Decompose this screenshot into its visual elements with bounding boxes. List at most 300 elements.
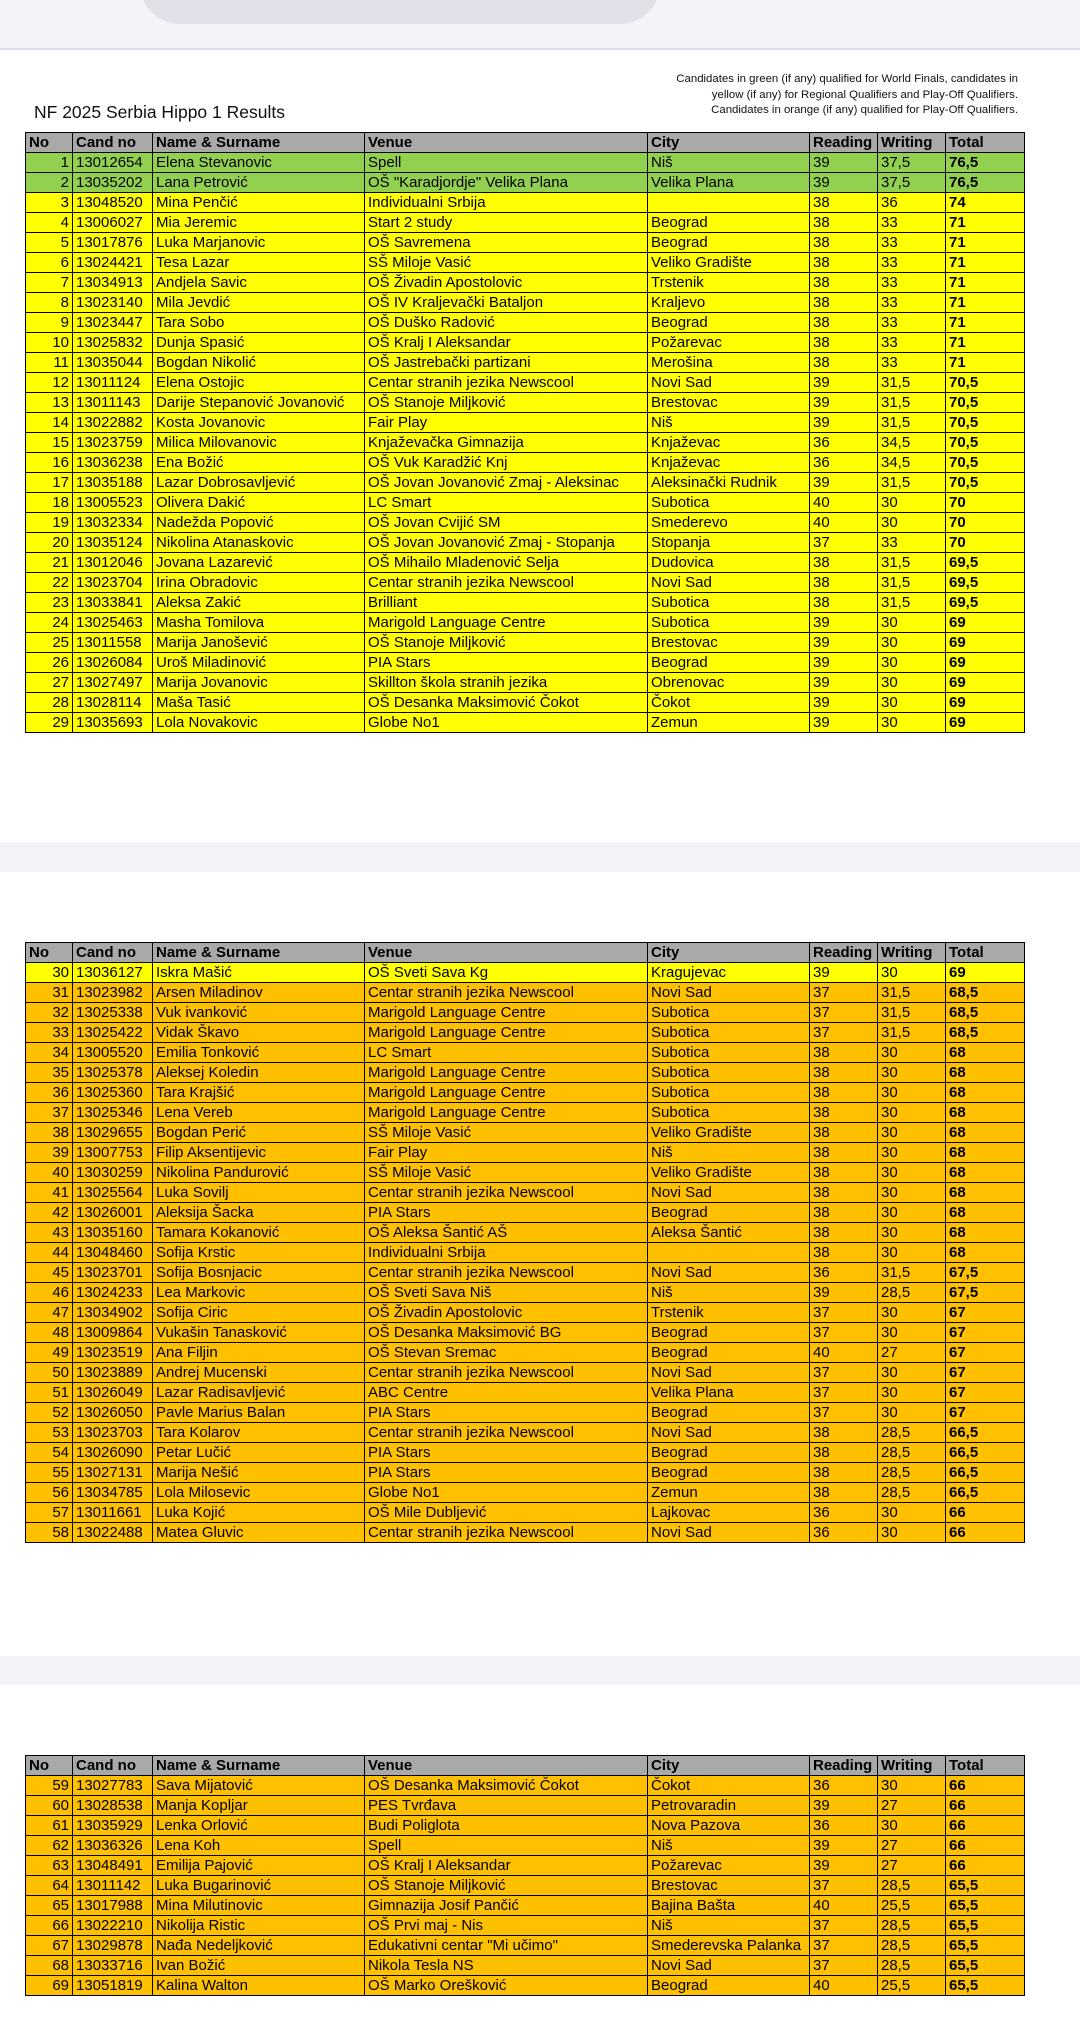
row-number-cell: 35 [26, 1063, 73, 1083]
total-score-cell: 66 [946, 1796, 1025, 1816]
note-line: Candidates in orange (if any) qualified for Play-Off Qualifiers. [711, 104, 1018, 117]
candidate-number-cell: 13011124 [73, 373, 153, 393]
venue-cell: Fair Play [365, 413, 648, 433]
city-cell: Zemun [648, 1483, 810, 1503]
candidate-number-cell: 13017876 [73, 233, 153, 253]
column-header-writing-score: Writing [878, 133, 946, 153]
city-cell: Aleksa Šantić [648, 1223, 810, 1243]
candidate-name-cell: Maša Tasić [153, 693, 365, 713]
candidate-number-cell: 13028538 [73, 1796, 153, 1816]
column-header-candidate-number: Cand no [73, 133, 153, 153]
candidate-name-cell: Arsen Miladinov [153, 983, 365, 1003]
city-cell: Niš [648, 1836, 810, 1856]
candidate-name-cell: Lena Vereb [153, 1103, 365, 1123]
candidate-name-cell: Sava Mijatović [153, 1776, 365, 1796]
table-row [26, 1776, 1025, 1796]
writing-score-cell: 28,5 [878, 1423, 946, 1443]
writing-score-cell: 31,5 [878, 413, 946, 433]
candidate-number-cell: 13005523 [73, 493, 153, 513]
candidate-name-cell: Nikolina Atanaskovic [153, 533, 365, 553]
reading-score-cell: 38 [810, 1443, 878, 1463]
reading-score-cell: 39 [810, 653, 878, 673]
column-header-venue: Venue [365, 1756, 648, 1776]
table-row [26, 393, 1025, 413]
candidate-name-cell: Sofija Krstic [153, 1243, 365, 1263]
venue-cell: OŠ Živadin Apostolovic [365, 1303, 648, 1323]
column-header-venue: Venue [365, 133, 648, 153]
writing-score-cell: 33 [878, 313, 946, 333]
city-cell: Beograd [648, 233, 810, 253]
row-number-cell: 32 [26, 1003, 73, 1023]
table-row [26, 193, 1025, 213]
reading-score-cell: 37 [810, 1323, 878, 1343]
table-row [26, 1856, 1025, 1876]
candidate-number-cell: 13048491 [73, 1856, 153, 1876]
total-score-cell: 68 [946, 1103, 1025, 1123]
writing-score-cell: 30 [878, 1043, 946, 1063]
table-row [26, 1916, 1025, 1936]
reading-score-cell: 38 [810, 1483, 878, 1503]
city-cell: Subotica [648, 1003, 810, 1023]
column-header-total-score: Total [946, 133, 1025, 153]
table-row [26, 1363, 1025, 1383]
candidate-number-cell: 13026084 [73, 653, 153, 673]
venue-cell: OŠ Savremena [365, 233, 648, 253]
candidate-name-cell: Lena Koh [153, 1836, 365, 1856]
writing-score-cell: 30 [878, 1103, 946, 1123]
total-score-cell: 68 [946, 1063, 1025, 1083]
table-row [26, 613, 1025, 633]
writing-score-cell: 27 [878, 1856, 946, 1876]
candidate-number-cell: 13025463 [73, 613, 153, 633]
reading-score-cell: 38 [810, 273, 878, 293]
city-cell: Petrovaradin [648, 1796, 810, 1816]
document-page-1 [0, 48, 1080, 842]
candidate-name-cell: Tara Kolarov [153, 1423, 365, 1443]
writing-score-cell: 30 [878, 693, 946, 713]
row-number-cell: 47 [26, 1303, 73, 1323]
candidate-number-cell: 13025422 [73, 1023, 153, 1043]
total-score-cell: 69,5 [946, 593, 1025, 613]
table-row [26, 293, 1025, 313]
row-number-cell: 69 [26, 1976, 73, 1996]
row-number-cell: 65 [26, 1896, 73, 1916]
writing-score-cell: 27 [878, 1836, 946, 1856]
document-page-3 [0, 1685, 1080, 2027]
venue-cell: OŠ Stanoje Miljković [365, 633, 648, 653]
reading-score-cell: 38 [810, 253, 878, 273]
candidate-number-cell: 13033716 [73, 1956, 153, 1976]
table-row [26, 1956, 1025, 1976]
total-score-cell: 68 [946, 1043, 1025, 1063]
city-cell: Aleksinački Rudnik [648, 473, 810, 493]
writing-score-cell: 33 [878, 533, 946, 553]
candidate-name-cell: Sofija Bosnjacic [153, 1263, 365, 1283]
venue-cell: PIA Stars [365, 1463, 648, 1483]
table-row [26, 1263, 1025, 1283]
row-number-cell: 34 [26, 1043, 73, 1063]
table-row [26, 1183, 1025, 1203]
candidate-name-cell: Jovana Lazarević [153, 553, 365, 573]
writing-score-cell: 30 [878, 1223, 946, 1243]
candidate-number-cell: 13033841 [73, 593, 153, 613]
reading-score-cell: 38 [810, 1063, 878, 1083]
writing-score-cell: 28,5 [878, 1463, 946, 1483]
city-cell [648, 1243, 810, 1263]
total-score-cell: 71 [946, 353, 1025, 373]
writing-score-cell: 30 [878, 1143, 946, 1163]
candidate-name-cell: Emilia Tonković [153, 1043, 365, 1063]
candidate-number-cell: 13011661 [73, 1503, 153, 1523]
reading-score-cell: 38 [810, 573, 878, 593]
writing-score-cell: 31,5 [878, 553, 946, 573]
column-header-row-number: No [26, 1756, 73, 1776]
candidate-number-cell: 13007753 [73, 1143, 153, 1163]
venue-cell: OŠ Aleksa Šantić AŠ [365, 1223, 648, 1243]
row-number-cell: 4 [26, 213, 73, 233]
row-number-cell: 2 [26, 173, 73, 193]
total-score-cell: 68 [946, 1203, 1025, 1223]
candidate-name-cell: Bogdan Nikolić [153, 353, 365, 373]
reading-score-cell: 38 [810, 1043, 878, 1063]
writing-score-cell: 33 [878, 333, 946, 353]
candidate-name-cell: Marija Jovanovic [153, 673, 365, 693]
writing-score-cell: 30 [878, 1403, 946, 1423]
candidate-number-cell: 13023704 [73, 573, 153, 593]
total-score-cell: 74 [946, 193, 1025, 213]
row-number-cell: 28 [26, 693, 73, 713]
reading-score-cell: 38 [810, 353, 878, 373]
venue-cell: Marigold Language Centre [365, 1103, 648, 1123]
city-cell: Merošina [648, 353, 810, 373]
header-row [26, 1756, 1025, 1776]
total-score-cell: 71 [946, 233, 1025, 253]
table-row [26, 1343, 1025, 1363]
candidate-number-cell: 13022488 [73, 1523, 153, 1543]
reading-score-cell: 37 [810, 1403, 878, 1423]
candidate-number-cell: 13023982 [73, 983, 153, 1003]
total-score-cell: 69 [946, 693, 1025, 713]
city-cell: Subotica [648, 1023, 810, 1043]
total-score-cell: 65,5 [946, 1876, 1025, 1896]
venue-cell: Marigold Language Centre [365, 1003, 648, 1023]
writing-score-cell: 25,5 [878, 1976, 946, 1996]
row-number-cell: 43 [26, 1223, 73, 1243]
row-number-cell: 51 [26, 1383, 73, 1403]
row-number-cell: 48 [26, 1323, 73, 1343]
writing-score-cell: 27 [878, 1796, 946, 1816]
candidate-number-cell: 13036238 [73, 453, 153, 473]
city-cell: Novi Sad [648, 573, 810, 593]
table-row [26, 1936, 1025, 1956]
reading-score-cell: 39 [810, 1856, 878, 1876]
results-table [25, 1755, 1025, 1996]
candidate-name-cell: Dunja Spasić [153, 333, 365, 353]
total-score-cell: 66 [946, 1856, 1025, 1876]
total-score-cell: 70 [946, 493, 1025, 513]
city-cell: Čokot [648, 1776, 810, 1796]
candidate-name-cell: Filip Aksentijevic [153, 1143, 365, 1163]
city-cell: Velika Plana [648, 1383, 810, 1403]
candidate-number-cell: 13024233 [73, 1283, 153, 1303]
table-row [26, 1203, 1025, 1223]
writing-score-cell: 31,5 [878, 1023, 946, 1043]
city-cell: Novi Sad [648, 1183, 810, 1203]
venue-cell: Centar stranih jezika Newscool [365, 573, 648, 593]
venue-cell: Centar stranih jezika Newscool [365, 983, 648, 1003]
table-row [26, 1816, 1025, 1836]
row-number-cell: 14 [26, 413, 73, 433]
table-row [26, 273, 1025, 293]
venue-cell: Marigold Language Centre [365, 1083, 648, 1103]
reading-score-cell: 38 [810, 1223, 878, 1243]
venue-cell: Gimnazija Josif Pančić [365, 1896, 648, 1916]
candidate-number-cell: 13026050 [73, 1403, 153, 1423]
total-score-cell: 68 [946, 1123, 1025, 1143]
total-score-cell: 67 [946, 1343, 1025, 1363]
candidate-number-cell: 13026090 [73, 1443, 153, 1463]
venue-cell: Centar stranih jezika Newscool [365, 1183, 648, 1203]
reading-score-cell: 39 [810, 1283, 878, 1303]
row-number-cell: 10 [26, 333, 73, 353]
reading-score-cell: 38 [810, 213, 878, 233]
venue-cell: Marigold Language Centre [365, 1063, 648, 1083]
venue-cell: OŠ Živadin Apostolovic [365, 273, 648, 293]
row-number-cell: 7 [26, 273, 73, 293]
candidate-name-cell: Nađa Nedeljković [153, 1936, 365, 1956]
writing-score-cell: 31,5 [878, 593, 946, 613]
candidate-number-cell: 13029655 [73, 1123, 153, 1143]
row-number-cell: 21 [26, 553, 73, 573]
row-number-cell: 27 [26, 673, 73, 693]
reading-score-cell: 39 [810, 473, 878, 493]
candidate-name-cell: Olivera Dakić [153, 493, 365, 513]
row-number-cell: 40 [26, 1163, 73, 1183]
row-number-cell: 16 [26, 453, 73, 473]
table-row [26, 593, 1025, 613]
candidate-number-cell: 13035202 [73, 173, 153, 193]
table-row [26, 673, 1025, 693]
total-score-cell: 65,5 [946, 1976, 1025, 1996]
row-number-cell: 20 [26, 533, 73, 553]
candidate-name-cell: Lea Markovic [153, 1283, 365, 1303]
total-score-cell: 69 [946, 963, 1025, 983]
writing-score-cell: 30 [878, 673, 946, 693]
total-score-cell: 71 [946, 253, 1025, 273]
writing-score-cell: 30 [878, 1243, 946, 1263]
venue-cell: PIA Stars [365, 1203, 648, 1223]
reading-score-cell: 38 [810, 1203, 878, 1223]
row-number-cell: 17 [26, 473, 73, 493]
writing-score-cell: 30 [878, 1323, 946, 1343]
writing-score-cell: 30 [878, 1383, 946, 1403]
writing-score-cell: 30 [878, 1163, 946, 1183]
candidate-number-cell: 13027783 [73, 1776, 153, 1796]
city-cell: Niš [648, 413, 810, 433]
table-row [26, 1003, 1025, 1023]
table-row [26, 153, 1025, 173]
venue-cell: OŠ Jovan Jovanović Zmaj - Stopanja [365, 533, 648, 553]
reading-score-cell: 39 [810, 713, 878, 733]
row-number-cell: 49 [26, 1343, 73, 1363]
candidate-name-cell: Nadežda Popović [153, 513, 365, 533]
candidate-name-cell: Tara Krajšić [153, 1083, 365, 1103]
city-cell: Brestovac [648, 633, 810, 653]
candidate-name-cell: Lola Novakovic [153, 713, 365, 733]
candidate-number-cell: 13009864 [73, 1323, 153, 1343]
candidate-number-cell: 13012654 [73, 153, 153, 173]
table-row [26, 983, 1025, 1003]
reading-score-cell: 39 [810, 413, 878, 433]
candidate-number-cell: 13025564 [73, 1183, 153, 1203]
candidate-name-cell: Darije Stepanović Jovanović [153, 393, 365, 413]
writing-score-cell: 31,5 [878, 1263, 946, 1283]
venue-cell: Knjaževačka Gimnazija [365, 433, 648, 453]
candidate-name-cell: Tara Sobo [153, 313, 365, 333]
total-score-cell: 66,5 [946, 1423, 1025, 1443]
candidate-name-cell: Milica Milovanovic [153, 433, 365, 453]
city-cell: Nova Pazova [648, 1816, 810, 1836]
writing-score-cell: 37,5 [878, 173, 946, 193]
row-number-cell: 3 [26, 193, 73, 213]
total-score-cell: 67,5 [946, 1263, 1025, 1283]
writing-score-cell: 30 [878, 1523, 946, 1543]
reading-score-cell: 38 [810, 553, 878, 573]
reading-score-cell: 38 [810, 1103, 878, 1123]
row-number-cell: 63 [26, 1856, 73, 1876]
venue-cell: LC Smart [365, 1043, 648, 1063]
reading-score-cell: 39 [810, 173, 878, 193]
reading-score-cell: 37 [810, 1383, 878, 1403]
city-cell: Knjaževac [648, 453, 810, 473]
venue-cell: Start 2 study [365, 213, 648, 233]
city-cell: Novi Sad [648, 373, 810, 393]
column-header-writing-score: Writing [878, 1756, 946, 1776]
total-score-cell: 70 [946, 513, 1025, 533]
candidate-number-cell: 13017988 [73, 1896, 153, 1916]
candidate-name-cell: Elena Stevanovic [153, 153, 365, 173]
city-cell: Lajkovac [648, 1503, 810, 1523]
venue-cell: LC Smart [365, 493, 648, 513]
table-row [26, 653, 1025, 673]
candidate-number-cell: 13034785 [73, 1483, 153, 1503]
candidate-number-cell: 13034902 [73, 1303, 153, 1323]
table-row [26, 253, 1025, 273]
venue-cell: OŠ Mihailo Mladenović Selja [365, 553, 648, 573]
table-row [26, 173, 1025, 193]
candidate-number-cell: 13011558 [73, 633, 153, 653]
total-score-cell: 67 [946, 1303, 1025, 1323]
row-number-cell: 30 [26, 963, 73, 983]
city-cell: Novi Sad [648, 1956, 810, 1976]
candidate-number-cell: 13035124 [73, 533, 153, 553]
venue-cell: ABC Centre [365, 1383, 648, 1403]
writing-score-cell: 36 [878, 193, 946, 213]
total-score-cell: 70,5 [946, 473, 1025, 493]
reading-score-cell: 39 [810, 963, 878, 983]
table-row [26, 1323, 1025, 1343]
reading-score-cell: 40 [810, 493, 878, 513]
candidate-name-cell: Uroš Miladinović [153, 653, 365, 673]
column-header-venue: Venue [365, 943, 648, 963]
table-row [26, 1483, 1025, 1503]
writing-score-cell: 33 [878, 253, 946, 273]
venue-cell: OŠ Sveti Sava Kg [365, 963, 648, 983]
table-row [26, 963, 1025, 983]
table-row [26, 453, 1025, 473]
table-row [26, 333, 1025, 353]
row-number-cell: 23 [26, 593, 73, 613]
candidate-number-cell: 13034913 [73, 273, 153, 293]
city-cell: Beograd [648, 1323, 810, 1343]
writing-score-cell: 28,5 [878, 1916, 946, 1936]
reading-score-cell: 37 [810, 1363, 878, 1383]
candidate-number-cell: 13023701 [73, 1263, 153, 1283]
row-number-cell: 64 [26, 1876, 73, 1896]
venue-cell: Spell [365, 1836, 648, 1856]
total-score-cell: 68 [946, 1163, 1025, 1183]
total-score-cell: 76,5 [946, 173, 1025, 193]
city-cell: Subotica [648, 613, 810, 633]
candidate-name-cell: Aleksej Koledin [153, 1063, 365, 1083]
reading-score-cell: 38 [810, 233, 878, 253]
row-number-cell: 42 [26, 1203, 73, 1223]
candidate-number-cell: 13035044 [73, 353, 153, 373]
total-score-cell: 69 [946, 673, 1025, 693]
reading-score-cell: 36 [810, 1263, 878, 1283]
row-number-cell: 54 [26, 1443, 73, 1463]
total-score-cell: 70,5 [946, 393, 1025, 413]
candidate-name-cell: Ivan Božić [153, 1956, 365, 1976]
city-cell: Beograd [648, 1343, 810, 1363]
total-score-cell: 66 [946, 1816, 1025, 1836]
candidate-number-cell: 13048520 [73, 193, 153, 213]
column-header-candidate-name: Name & Surname [153, 943, 365, 963]
candidate-name-cell: Aleksa Zakić [153, 593, 365, 613]
candidate-name-cell: Manja Kopljar [153, 1796, 365, 1816]
column-header-writing-score: Writing [878, 943, 946, 963]
column-header-candidate-name: Name & Surname [153, 1756, 365, 1776]
total-score-cell: 66 [946, 1523, 1025, 1543]
venue-cell: OŠ Desanka Maksimović Čokot [365, 693, 648, 713]
city-cell: Niš [648, 1283, 810, 1303]
venue-cell: OŠ Jovan Jovanović Zmaj - Aleksinac [365, 473, 648, 493]
table-row [26, 493, 1025, 513]
row-number-cell: 44 [26, 1243, 73, 1263]
city-cell: Velika Plana [648, 173, 810, 193]
writing-score-cell: 31,5 [878, 393, 946, 413]
candidate-number-cell: 13012046 [73, 553, 153, 573]
row-number-cell: 62 [26, 1836, 73, 1856]
reading-score-cell: 39 [810, 153, 878, 173]
candidate-number-cell: 13024421 [73, 253, 153, 273]
city-cell: Smederevska Palanka [648, 1936, 810, 1956]
table-row [26, 1083, 1025, 1103]
reading-score-cell: 38 [810, 313, 878, 333]
candidate-name-cell: Nikolina Pandurović [153, 1163, 365, 1183]
reading-score-cell: 37 [810, 1916, 878, 1936]
table-row [26, 693, 1025, 713]
venue-cell: OŠ Prvi maj - Nis [365, 1916, 648, 1936]
total-score-cell: 70 [946, 533, 1025, 553]
reading-score-cell: 37 [810, 1876, 878, 1896]
document-page-2 [0, 872, 1080, 1656]
venue-cell: OŠ Jovan Cvijić SM [365, 513, 648, 533]
candidate-name-cell: Irina Obradovic [153, 573, 365, 593]
reading-score-cell: 38 [810, 593, 878, 613]
candidate-number-cell: 13011142 [73, 1876, 153, 1896]
writing-score-cell: 34,5 [878, 433, 946, 453]
